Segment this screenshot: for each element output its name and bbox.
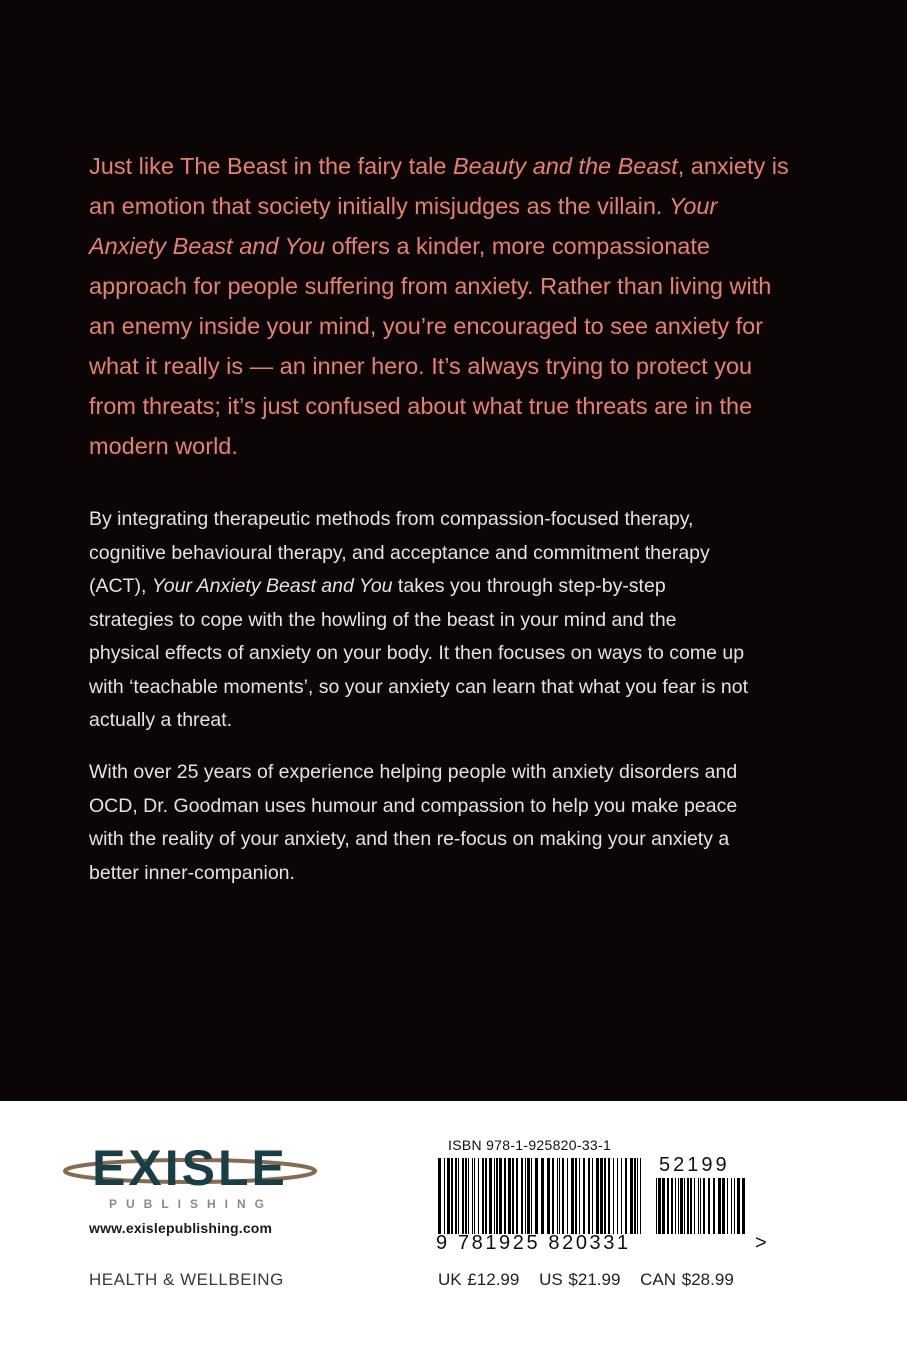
barcode-bar (562, 1158, 564, 1234)
barcode-bar (516, 1158, 518, 1234)
barcode-digits: 9 781925 820331 (436, 1232, 631, 1254)
category-label: HEALTH & WELLBEING (89, 1270, 284, 1289)
barcode-bar (675, 1178, 676, 1234)
barcode-bar (485, 1158, 487, 1234)
barcode-bar (478, 1158, 479, 1234)
lead-text-1: Just like The Beast in the fairy tale (89, 153, 453, 179)
barcode-bar (571, 1158, 574, 1234)
barcode-bar (718, 1178, 721, 1234)
barcode-bar (690, 1178, 692, 1234)
barcode-arrow: > (755, 1232, 767, 1254)
barcode-bar (613, 1158, 614, 1234)
description-text-2: takes you through step-by-step strategies to cope with the howling of the beast in your mind and the physical effects of anxiety on your body. It then focuses on ways to come up with ‘teachable moments’, so your anxiety can learn that what you fear is not actually a threat. (89, 575, 749, 731)
lead-text-3: offers a kinder, more compassionate approach for people suffering from anxiety. Rather than living with an enemy inside your mind, you’re encouraged to see anxiety for what it really is — an inner hero. It’s always trying to protect you from threats; it’s just confused about what true threats are in the modern world. (89, 233, 772, 459)
barcode-bar (625, 1158, 627, 1234)
exisle-publishing-logo (62, 1140, 318, 1222)
barcode-bar (474, 1158, 475, 1234)
barcode-bar (579, 1158, 580, 1234)
barcode-bar (535, 1158, 538, 1234)
barcode-bar (640, 1158, 641, 1234)
barcode-bar (489, 1158, 492, 1234)
price-us: US $21.99 (539, 1270, 621, 1289)
barcode-bar (592, 1158, 593, 1234)
logo-word: EXISLE (92, 1140, 288, 1196)
barcode-bar (462, 1158, 464, 1234)
barcode-bar (708, 1178, 710, 1234)
barcode-bar (504, 1158, 506, 1234)
barcode-bar (684, 1178, 685, 1234)
barcode-bar (547, 1158, 550, 1234)
barcode-bar (687, 1178, 689, 1234)
fairy-tale-title: Beauty and the Beast (453, 153, 678, 179)
barcode-bar (680, 1178, 683, 1234)
isbn-label: ISBN 978-1-925820-33-1 (448, 1137, 612, 1153)
barcode-bar (667, 1178, 669, 1234)
barcode-bar (713, 1178, 715, 1234)
barcode-bar (482, 1158, 484, 1234)
barcode-bar (451, 1158, 453, 1234)
barcode-bar (455, 1158, 457, 1234)
barcode-bar (465, 1158, 467, 1234)
barcode-bar (617, 1158, 618, 1234)
barcode-bar (458, 1158, 459, 1234)
logo-subtitle: PUBLISHING (108, 1197, 274, 1211)
barcode-bar (608, 1158, 610, 1234)
barcode-bar (734, 1178, 735, 1234)
price-addon-number: 52199 (659, 1154, 730, 1176)
barcode-bar (444, 1158, 445, 1234)
barcode-bar (621, 1158, 622, 1234)
barcode-bar (508, 1158, 511, 1234)
barcode-bar (559, 1158, 560, 1234)
barcode-bar (531, 1158, 532, 1234)
barcode-bar (727, 1178, 728, 1234)
barcode-bar (438, 1158, 441, 1234)
barcode-bar (575, 1158, 577, 1234)
barcode-bar (698, 1178, 699, 1234)
barcode-bar (662, 1178, 665, 1234)
barcode-bar (583, 1158, 585, 1234)
book-title-lead: Your Anxiety Beast and You (89, 193, 718, 259)
barcode-bar (656, 1178, 657, 1234)
barcode-bar (541, 1158, 544, 1234)
author-paragraph: With over 25 years of experience helping people with anxiety disorders and OCD, Dr. Goodman uses humour and compassion to help you make peace with the reality of your anxiety, and then re-focus on making your anxiety a better inner-companion. (89, 761, 738, 884)
barcode-bar (521, 1158, 523, 1234)
barcode-bar (567, 1158, 568, 1234)
barcode-bar (557, 1158, 558, 1234)
lead-text-2: , anxiety is an emotion that society initially misjudges as the villain. (89, 153, 789, 219)
barcode-bar (512, 1158, 514, 1234)
price-can: CAN $28.99 (640, 1270, 734, 1289)
price-addon-barcode-icon (656, 1178, 750, 1234)
barcode-bar (468, 1158, 469, 1234)
barcode-bar (499, 1158, 502, 1234)
price-uk: UK £12.99 (438, 1270, 520, 1289)
barcode-bar (731, 1178, 732, 1234)
barcode-bar (494, 1158, 495, 1234)
price-list (438, 1270, 748, 1290)
barcode-bar (596, 1158, 599, 1234)
barcode-bar (678, 1178, 679, 1234)
barcode-bar (637, 1158, 638, 1234)
description-paragraph (89, 503, 749, 738)
barcode-bar (630, 1158, 633, 1234)
barcode-bar (634, 1158, 636, 1234)
barcode-bar (671, 1178, 673, 1234)
barcode-bar (694, 1178, 695, 1234)
barcode-bar (472, 1158, 473, 1234)
barcode-bar (604, 1158, 606, 1234)
barcode-bar (525, 1158, 526, 1234)
barcode-bar (600, 1158, 603, 1234)
barcode-bar (737, 1178, 740, 1234)
publisher-website: www.exislepublishing.com (89, 1220, 273, 1236)
barcode-bar (722, 1178, 725, 1234)
barcode-bar (552, 1158, 554, 1234)
barcode-bar (703, 1178, 705, 1234)
barcode-bar (447, 1158, 450, 1234)
book-title-description: Your Anxiety Beast and You (151, 575, 393, 597)
barcode-bar (742, 1178, 745, 1234)
barcode-bar (527, 1158, 530, 1234)
barcode-bar (588, 1158, 590, 1234)
barcode-bar (496, 1158, 498, 1234)
barcode-bar (700, 1178, 701, 1234)
description-text-1: By integrating therapeutic methods from compassion-focused therapy, cognitive behavioural therapy, and acceptance and commitment therapy (ACT), (89, 508, 710, 597)
lead-blurb (89, 146, 789, 466)
barcode-bar (658, 1178, 661, 1234)
isbn-barcode-icon (438, 1158, 644, 1234)
